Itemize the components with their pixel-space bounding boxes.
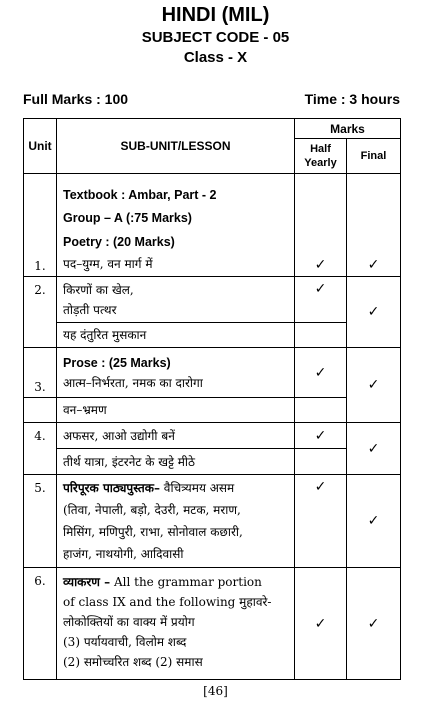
unit-number: 5. [24,475,57,568]
subject-code: SUBJECT CODE - 05 [141,29,290,46]
header-half-yearly: Half Yearly [295,139,347,174]
unit-number: 4. [24,423,57,475]
check-mark-icon: ✓ [295,174,347,277]
full-marks: Full Marks : 100 [23,91,129,107]
poetry-section-label: Poetry : (20 Marks) [63,235,175,249]
table-row-unit-2b [24,323,401,348]
textbook-label: Textbook : Ambar, Part - 2 [63,188,217,202]
check-mark-icon: ✓ [347,348,401,423]
lesson-text: आत्म–निर्भरता, नमक का दारोगा [63,375,203,390]
table-row-unit-6 [24,568,401,680]
check-mark-icon: ✓ [295,277,347,323]
document-title: HINDI (MIL) [161,4,270,26]
time-limit: Time : 3 hours [304,91,400,107]
lesson-text: (3) पर्यायवाची, विलोम शब्द [63,635,187,649]
header-unit: Unit [24,119,57,174]
syllabus-table [23,118,401,680]
unit-number: 2. [24,277,57,348]
check-mark-icon: ✓ [347,475,401,568]
check-mark-icon: ✓ [347,174,401,277]
lesson-text: of class IX and the following मुहावरे- [63,595,272,609]
page-number: [46] [203,684,228,698]
unit-number: 1. [24,174,57,277]
lesson-text: किरणों का खेल, [63,282,134,297]
table-row-unit-5 [24,475,401,568]
lesson-text: All the grammar portion [110,575,262,589]
header-final: Final [347,139,401,174]
check-mark-icon: ✓ [295,475,347,568]
table-row-unit-3 [24,348,401,398]
lesson-text: (2) समोच्चरित शब्द (2) समास [63,655,203,669]
lesson-text: लोकोक्तियों का वाक्य में प्रयोग [63,615,195,629]
header-marks: Marks [295,119,401,139]
class-label: Class - X [183,49,248,66]
unit-number: 6. [24,568,57,680]
supplementary-book-label: परिपूरक पाठ्यपुस्तक– [63,481,160,495]
check-mark-icon: ✓ [295,568,347,680]
table-row-unit-4b [24,449,401,475]
table-row-unit-1 [24,174,401,277]
lesson-text: यह दंतुरित मुसकान [57,323,295,348]
lesson-text: पद–युग्म, वन मार्ग में [63,257,153,271]
check-mark-icon: ✓ [347,423,401,475]
lesson-text: तीर्थ यात्रा, इंटरनेट के खट्टे मीठे [57,449,295,475]
lesson-text: मिसिंग, मणिपुरी, राभा, सोनोवाल कछारी, [63,525,243,539]
lesson-text: तोड़ती पत्थर [63,302,117,317]
grammar-label: व्याकरण – [63,575,111,589]
lesson-text: (तिवा, नेपाली, बड़ो, देउरी, मटक, मराण, [63,503,241,517]
lesson-text: वैचित्र्यमय असम [159,481,235,495]
header-sub-unit-lesson: SUB-UNIT/LESSON [57,119,295,174]
group-label: Group – A (:75 Marks) [63,211,192,225]
lesson-text: अफसर, आओ उद्योगी बनें [57,423,295,449]
table-row-unit-3b [24,398,401,423]
table-row-unit-4 [24,423,401,449]
check-mark-icon: ✓ [347,277,401,348]
check-mark-icon: ✓ [295,348,347,398]
lesson-text: वन–भ्रमण [57,398,295,423]
table-row-unit-2 [24,277,401,323]
check-mark-icon: ✓ [347,568,401,680]
unit-number: 3. [24,348,57,398]
prose-section-label: Prose : (25 Marks) [63,355,171,370]
check-mark-icon: ✓ [295,423,347,449]
lesson-text: हाजंग, नाथयोगी, आदिवासी [63,547,184,561]
